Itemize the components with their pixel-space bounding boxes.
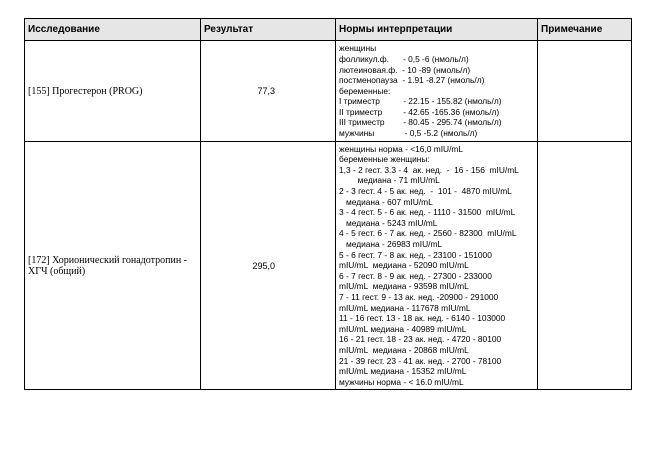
header-notes: Примечание <box>538 19 632 41</box>
header-norms: Нормы интерпретации <box>336 19 538 41</box>
norm-line: 11 - 16 гест. 13 - 18 ак. нед. - 6140 - 103000 <box>339 313 506 324</box>
norm-line: мужчины норма - < 16.0 mIU/mL <box>339 376 464 387</box>
norm-line: 4 - 5 гест. 6 - 7 ак. нед. - 2560 - 82300 mIU/mL <box>339 228 517 239</box>
norm-line: 5 - 6 гест. 7 - 8 ак. нед. - 23100 - 151000 <box>339 249 492 260</box>
test-result: 295,0 <box>201 142 336 390</box>
norm-line: 3 - 4 гест. 5 - 6 ак. нед. - 1110 - 31500 mIU/mL <box>339 207 516 218</box>
norm-line: mIU/mL медиана - 15352 mIU/mL <box>339 366 467 377</box>
norm-line: мужчины - 0,5 -5.2 (нмоль/л) <box>339 128 478 139</box>
reference-ranges <box>336 142 538 390</box>
norm-line: постменопауза - 1.91 -8.27 (нмоль/л) <box>339 75 485 86</box>
lab-results-table <box>24 18 632 390</box>
norm-line: 7 - 11 гест. 9 - 13 ак. нед. -20900 - 291000 <box>339 291 499 302</box>
norm-line: беременные женщины: <box>339 154 430 165</box>
norm-line: II триместр - 42.65 -165.36 (нмоль/л) <box>339 106 500 117</box>
norm-line: женщины <box>339 43 377 54</box>
norm-line: медиана - 71 mIU/mL <box>339 175 440 186</box>
test-result: 77,3 <box>201 41 336 142</box>
norm-line: лютеиновая.ф. - 10 -89 (нмоль/л) <box>339 64 471 75</box>
test-name: [172] Хорионический гонадотропин - ХГЧ (общий) <box>25 142 201 390</box>
norm-line: mIU/mL медиана - 117678 mIU/mL <box>339 302 471 313</box>
norm-line: 21 - 39 гест. 23 - 41 ак. нед. - 2700 - 78100 <box>339 355 502 366</box>
norm-line: mIU/mL медиана - 20868 mIU/mL <box>339 344 469 355</box>
header-result: Результат <box>201 19 336 41</box>
norm-line: 2 - 3 гест. 4 - 5 ак. нед. - 101 - 4870 mIU/mL <box>339 186 512 197</box>
table-row <box>25 41 632 142</box>
norm-line: 16 - 21 гест. 18 - 23 ак. нед. - 4720 - 80100 <box>339 334 502 345</box>
norm-line: беременные: <box>339 85 391 96</box>
norm-line: III триместр - 80.45 - 295.74 (нмоль/л) <box>339 117 502 128</box>
norm-line: mIU/mL медиана - 40989 mIU/mL <box>339 323 467 334</box>
norm-line: 6 - 7 гест. 8 - 9 ак. нед. - 27300 - 233000 <box>339 270 492 281</box>
norm-line: mIU/mL медиана - 52090 mIU/mL <box>339 260 469 271</box>
table-row <box>25 142 632 390</box>
norm-line: женщины норма - <16,0 mIU/mL <box>339 143 464 154</box>
norm-line: mIU/mL медиана - 93598 mIU/mL <box>339 281 469 292</box>
norm-line: медиана - 26983 mIU/mL <box>339 239 443 250</box>
test-notes <box>538 41 632 142</box>
reference-ranges <box>336 41 538 142</box>
test-notes <box>538 142 632 390</box>
norm-line: медиана - 607 mIU/mL <box>339 196 433 207</box>
header-row <box>25 19 632 41</box>
header-test: Исследование <box>25 19 201 41</box>
norm-line: фолликул.ф. - 0,5 -6 (нмоль/л) <box>339 53 469 64</box>
norm-line: I триместр - 22.15 - 155.82 (нмоль/л) <box>339 96 502 107</box>
norm-line: медиана - 5243 mIU/mL <box>339 217 438 228</box>
test-name: [155] Прогестерон (PROG) <box>25 41 201 142</box>
norm-line: 1,3 - 2 гест. 3.3 - 4 ак. нед. - 16 - 156 mIU/mL <box>339 164 519 175</box>
